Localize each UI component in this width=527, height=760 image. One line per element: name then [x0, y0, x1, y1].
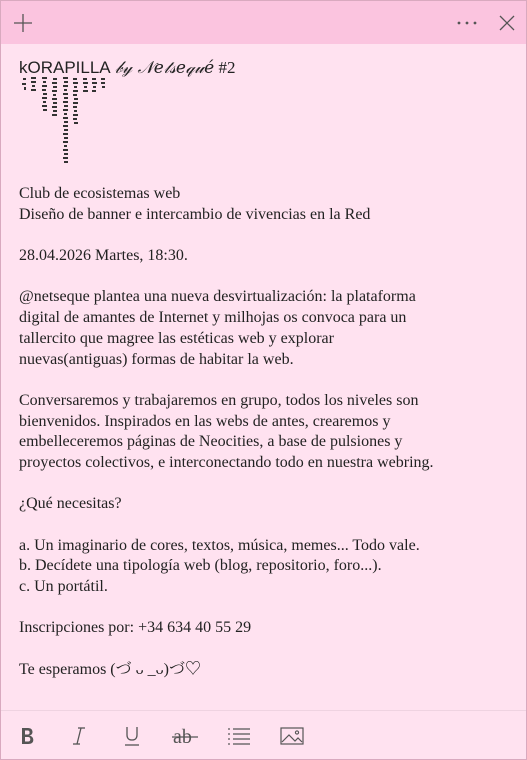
bold-icon — [18, 726, 36, 746]
svg-text:ab: ab — [173, 725, 192, 747]
heading-number: #2 — [218, 58, 236, 77]
blank-line — [19, 598, 519, 619]
note-line: bienvenidos. Inspirados en las webs de antes, crearemos y — [19, 412, 391, 430]
blank-line — [19, 515, 519, 536]
note-line: c. Un portátil. — [19, 578, 108, 596]
note-line: Diseño de banner e intercambio de vivencias en la Red — [19, 205, 371, 223]
note-heading — [19, 58, 235, 78]
plus-icon — [13, 13, 33, 33]
more-options-button[interactable] — [447, 1, 487, 44]
insert-image-button[interactable] — [272, 711, 312, 760]
insert-image-icon — [280, 727, 304, 745]
note-line: b. Decídete una tipología web (blog, repositorio, foro...). — [19, 557, 382, 575]
close-button[interactable] — [487, 1, 527, 44]
blank-line — [19, 370, 519, 391]
more-options-icon — [456, 20, 478, 26]
blank-line — [19, 225, 519, 246]
new-note-button[interactable] — [3, 1, 43, 44]
note-line: digital de amantes de Internet y milhojas os convoca para un — [19, 309, 407, 327]
note-line: @netseque plantea una nueva desvirtualización: la plataforma — [19, 288, 416, 306]
note-line: Te esperamos (づ ᴗ _ᴗ)づ♡ — [19, 660, 201, 678]
strikethrough-icon — [172, 725, 198, 747]
heading-brand: kORAPILLA — [19, 58, 111, 77]
close-icon — [499, 15, 515, 31]
blank-line — [19, 267, 519, 288]
underline-button[interactable] — [112, 711, 152, 760]
note-line: Inscripciones por: +34 634 40 55 29 — [19, 619, 252, 637]
title-bar[interactable] — [1, 1, 526, 44]
note-line: Conversaremos y trabajaremos en grupo, todos los niveles son — [19, 391, 419, 409]
note-line: a. Un imaginario de cores, textos, música, memes... Todo vale. — [19, 536, 420, 554]
note-line: nuevas(antiguas) formas de habitar la web. — [19, 350, 294, 368]
decorative-glyph-art — [21, 76, 111, 164]
note-line: tallercito que magree las estéticas web y explorar — [19, 329, 334, 347]
note-line: 28.04.2026 Martes, 18:30. — [19, 247, 188, 265]
italic-icon — [71, 726, 87, 746]
strikethrough-button[interactable] — [165, 711, 205, 760]
bullet-list-button[interactable] — [219, 711, 259, 760]
note-editor[interactable] — [1, 44, 526, 710]
bullet-list-icon — [227, 727, 251, 745]
formatting-toolbar — [1, 710, 526, 760]
blank-line — [19, 639, 519, 660]
italic-button[interactable] — [59, 711, 99, 760]
bold-button[interactable] — [7, 711, 47, 760]
underline-icon — [123, 725, 141, 747]
note-line: embelleceremos páginas de Neocities, a base de pulsiones y — [19, 433, 403, 451]
note-line: proyectos colectivos, e interconectando todo en nuestra webring. — [19, 453, 434, 471]
note-line: ¿Qué necesitas? — [19, 495, 122, 513]
note-line: Club de ecosistemas web — [19, 185, 181, 202]
note-body-text[interactable] — [19, 184, 519, 681]
heading-by: 𝒷𝓎 𝒩𝑒𝓉𝓈𝑒𝓆𝓊𝑒́ — [114, 58, 215, 78]
blank-line — [19, 474, 519, 495]
